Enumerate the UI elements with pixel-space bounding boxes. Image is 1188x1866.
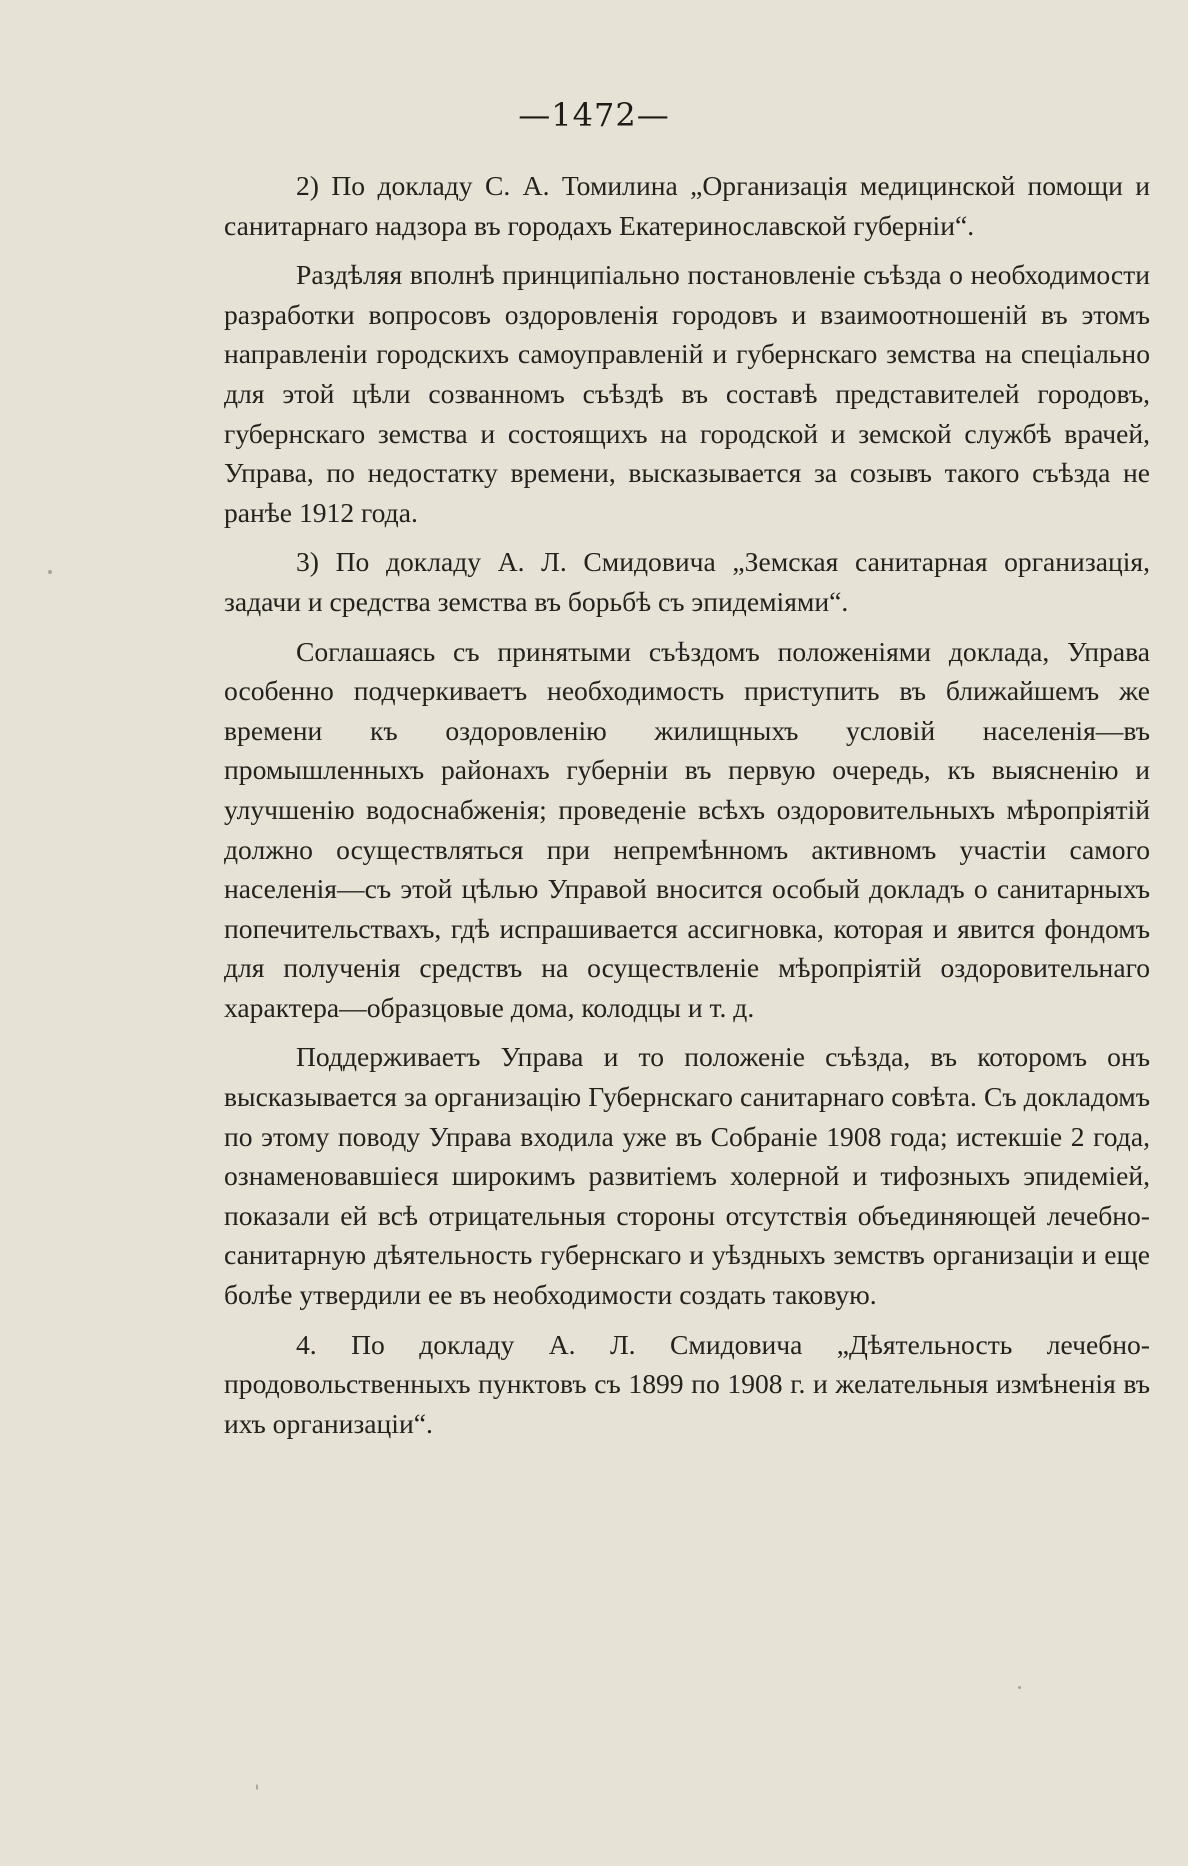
paragraph-item-4-heading: 4. По докладу А. Л. Смидовича „Дѣятельность лечебно-продовольственныхъ пунктовъ съ 1899 по 1908 г. и желательныя измѣненія въ ихъ организаціи“. (224, 1328, 1150, 1439)
paper-speck (256, 1784, 258, 1790)
paper-speck (1018, 1686, 1021, 1689)
paragraph-item-3-response: Соглашаясь съ принятыми съѣздомъ положеніями доклада, Управа особенно подчеркиваетъ необходимость приступить въ ближайшемъ же времени къ оздоровленію жилищныхъ условій населенія—въ промышленныхъ районахъ губерніи въ первую очередь, къ выясненію и улучшенію водоснабженія; проведеніе всѣхъ оздоровительныхъ мѣропріятій должно осуществляться при непремѣнномъ активномъ участіи самого населенія—съ этой цѣлью Управой вносится особый докладъ о санитарныхъ попечительствахъ, гдѣ испрашивается ассигновка, которая и явится фондомъ для полученія средствъ на осуществленіе мѣропріятій оздоровительнаго характера—образцовые дома, колодцы и т. д. (224, 635, 1150, 1023)
body-text (224, 166, 1150, 1453)
paragraph-item-2-response: Раздѣляя вполнѣ принципіально постановленіе съѣзда о необходимости разработки вопросовъ оздоровленія городовъ и взаимоотношеній въ этомъ направленіи городскихъ самоуправленій и губернскаго земства на спеціально для этой цѣли созванномъ съѣздѣ въ составѣ представителей городовъ, губернскаго земства и состоящихъ на городской и земской службѣ врачей, Управа, по недостатку времени, высказывается за созывъ такого съѣзда не ранѣе 1912 года. (224, 259, 1150, 528)
paragraph-item-2-heading: 2) По докладу С. А. Томилина „Организація медицинской помощи и санитарнаго надзора въ городахъ Екатеринославской губерніи“. (224, 170, 1150, 241)
paragraph-item-3-council: Поддерживаетъ Управа и то положеніе съѣзда, въ которомъ онъ высказывается за организацію Губернскаго санитарнаго совѣта. Съ докладомъ по этому поводу Управа входила уже въ Собраніе 1908 года; истекшіе 2 года, ознаменовавшіеся широкимъ развитіемъ холерной и тифозныхъ эпидеміей, показали ей всѣ отрицательныя стороны отсутствія объединяющей лечебно-санитарную дѣятельность губернскаго и уѣздныхъ земствъ организаціи и еще болѣе утвердили ее въ необходимости создать таковую. (224, 1041, 1150, 1311)
page-number: —1472— (518, 96, 670, 134)
paragraph-item-3-heading: 3) По докладу А. Л. Смидовича „Земская санитарная организація, задачи и средства земства въ борьбѣ съ эпидеміями“. (224, 546, 1150, 617)
paper-speck (48, 570, 52, 574)
